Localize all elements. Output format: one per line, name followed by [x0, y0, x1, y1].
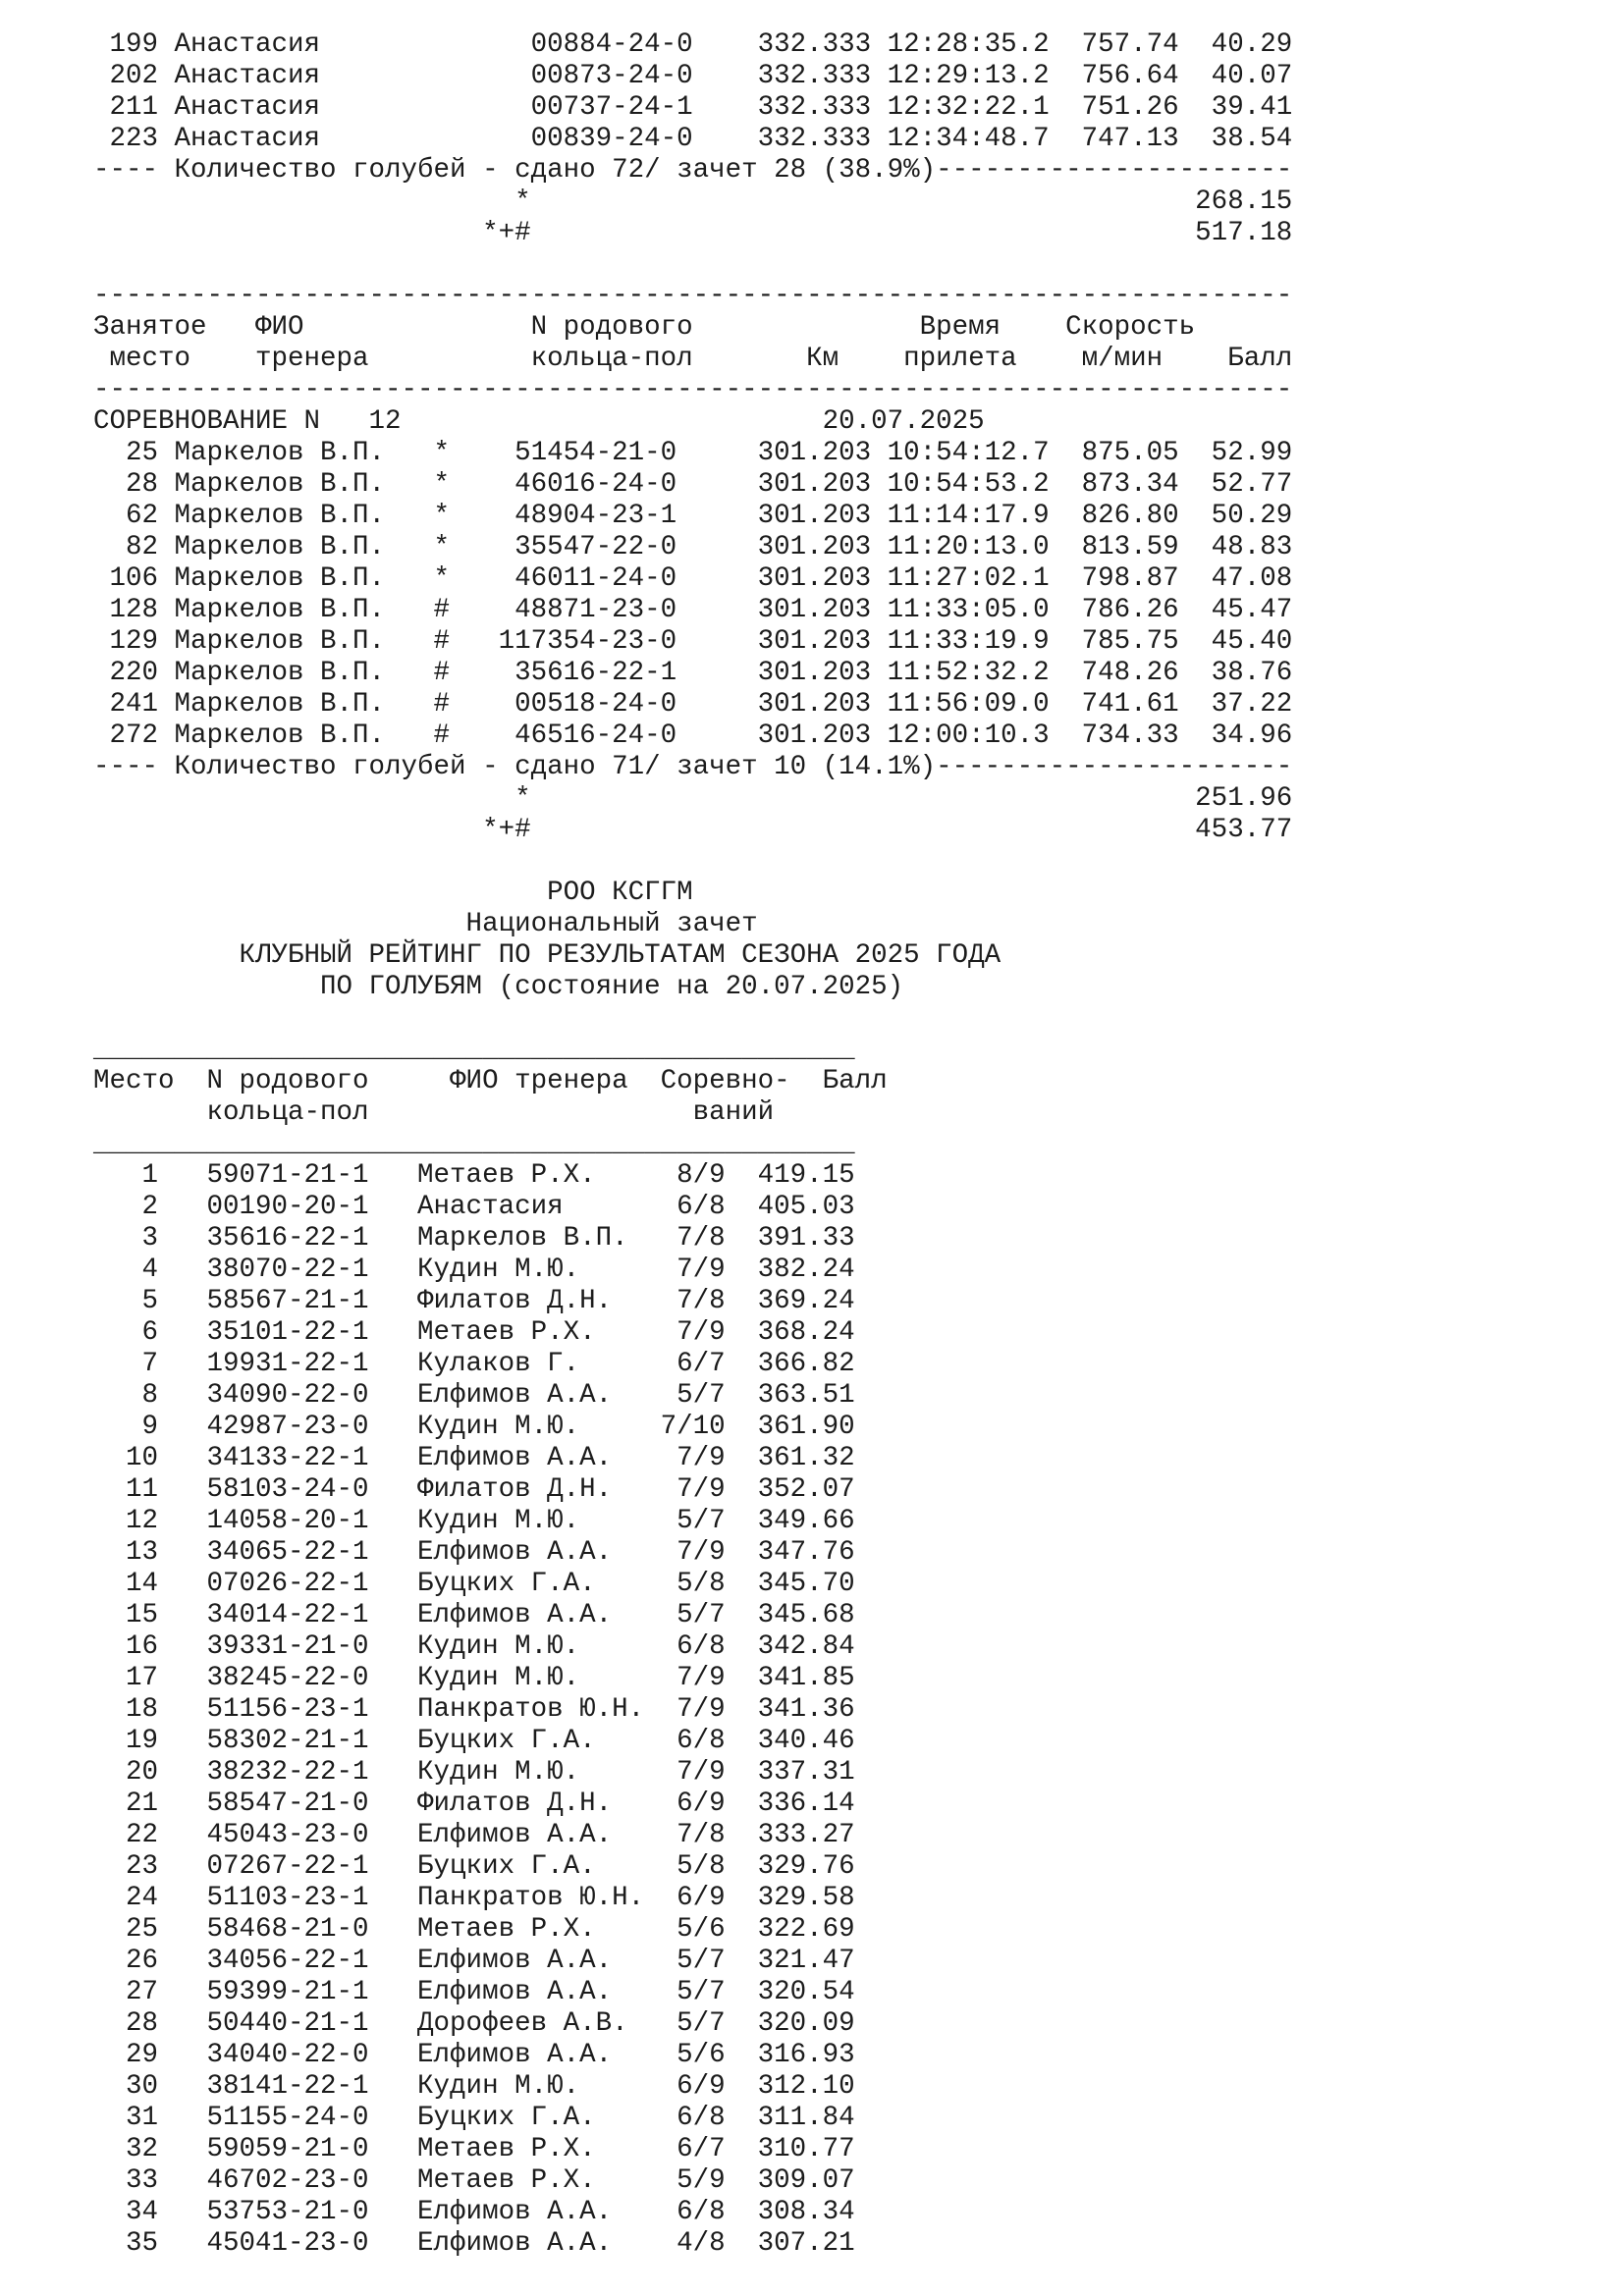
blank-line: [93, 249, 1292, 281]
rating-row: 22 45043-23-0 Елфимов А.А. 7/8 333.27: [93, 1820, 855, 1850]
count-line: ---- Количество голубей - сдано 71/ зачет 10 (14.1%)----------------------: [93, 752, 1293, 782]
result-row: 223 Анастасия 00839-24-0 332.333 12:34:48.7 747.13 38.54: [93, 124, 1293, 154]
result-row: 211 Анастасия 00737-24-1 332.333 12:32:22.1 751.26 39.41: [93, 92, 1293, 123]
result-row: 272 Маркелов В.П. # 46516-24-0 301.203 12:00:10.3 734.33 34.96: [93, 721, 1293, 751]
report-document: [93, 29, 1292, 2260]
rating-row: 18 51156-23-1 Панкратов Ю.Н. 7/9 341.36: [93, 1694, 855, 1725]
rating-row: 20 38232-22-1 Кудин М.Ю. 7/9 337.31: [93, 1757, 855, 1788]
rating-row: 26 34056-22-1 Елфимов А.А. 5/7 321.47: [93, 1946, 855, 1976]
count-line: ---- Количество голубей - сдано 72/ зачет 28 (38.9%)----------------------: [93, 155, 1293, 186]
competition-line: СОРЕВНОВАНИЕ N 12 20.07.2025: [93, 406, 985, 437]
rating-row: 12 14058-20-1 Кудин М.Ю. 5/7 349.66: [93, 1506, 855, 1536]
result-row: 220 Маркелов В.П. # 35616-22-1 301.203 11:52:32.2 748.26 38.76: [93, 658, 1293, 688]
separator: _______________________________________________: [93, 1129, 855, 1159]
table-header-line: Занятое ФИО N родового Время Скорость: [93, 312, 1196, 343]
separator: --------------------------------------------------------------------------: [93, 375, 1293, 405]
blank-line: [93, 1003, 1292, 1035]
title-line: ПО ГОЛУБЯМ (состояние на 20.07.2025): [93, 972, 904, 1002]
rating-row: 28 50440-21-1 Дорофеев А.В. 5/7 320.09: [93, 2008, 855, 2039]
rating-row: 35 45041-23-0 Елфимов А.А. 4/8 307.21: [93, 2228, 855, 2259]
rating-row: 34 53753-21-0 Елфимов А.А. 6/8 308.34: [93, 2197, 855, 2227]
rating-row: 29 34040-22-0 Елфимов А.А. 5/6 316.93: [93, 2040, 855, 2070]
rating-row: 30 38141-22-1 Кудин М.Ю. 6/9 312.10: [93, 2071, 855, 2102]
rating-row: 13 34065-22-1 Елфимов А.А. 7/9 347.76: [93, 1537, 855, 1568]
result-row: 106 Маркелов В.П. * 46011-24-0 301.203 11:27:02.1 798.87 47.08: [93, 563, 1293, 594]
result-row: 25 Маркелов В.П. * 51454-21-0 301.203 10:54:12.7 875.05 52.99: [93, 438, 1293, 468]
rating-row: 4 38070-22-1 Кудин М.Ю. 7/9 382.24: [93, 1255, 855, 1285]
rating-row: 8 34090-22-0 Елфимов А.А. 5/7 363.51: [93, 1380, 855, 1411]
blank-line: [93, 846, 1292, 878]
rating-row: 7 19931-22-1 Кулаков Г. 6/7 366.82: [93, 1349, 855, 1379]
rating-row: 14 07026-22-1 Буцких Г.А. 5/8 345.70: [93, 1569, 855, 1599]
rating-row: 15 34014-22-1 Елфимов А.А. 5/7 345.68: [93, 1600, 855, 1630]
rating-row: 24 51103-23-1 Панкратов Ю.Н. 6/9 329.58: [93, 1883, 855, 1913]
rating-row: 31 51155-24-0 Буцких Г.А. 6/8 311.84: [93, 2103, 855, 2133]
rating-row: 23 07267-22-1 Буцких Г.А. 5/8 329.76: [93, 1851, 855, 1882]
rating-row: 1 59071-21-1 Метаев Р.Х. 8/9 419.15: [93, 1160, 855, 1191]
star-hash-total-line: *+# 517.18: [93, 218, 1293, 248]
rating-row: 19 58302-21-1 Буцких Г.А. 6/8 340.46: [93, 1726, 855, 1756]
result-row: 62 Маркелов В.П. * 48904-23-1 301.203 11:14:17.9 826.80 50.29: [93, 501, 1293, 531]
table-header-line: кольца-пол ваний: [93, 1097, 775, 1128]
star-total-line: * 268.15: [93, 187, 1293, 217]
star-hash-total-line: *+# 453.77: [93, 815, 1293, 845]
result-row: 28 Маркелов В.П. * 46016-24-0 301.203 10:54:53.2 873.34 52.77: [93, 469, 1293, 500]
rating-row: 32 59059-21-0 Метаев Р.Х. 6/7 310.77: [93, 2134, 855, 2164]
result-row: 241 Маркелов В.П. # 00518-24-0 301.203 11:56:09.0 741.61 37.22: [93, 689, 1293, 720]
result-row: 199 Анастасия 00884-24-0 332.333 12:28:35.2 757.74 40.29: [93, 29, 1293, 60]
result-row: 202 Анастасия 00873-24-0 332.333 12:29:13.2 756.64 40.07: [93, 61, 1293, 91]
title-line: КЛУБНЫЙ РЕЙТИНГ ПО РЕЗУЛЬТАТАМ СЕЗОНА 2025 ГОДА: [93, 940, 1001, 971]
rating-row: 27 59399-21-1 Елфимов А.А. 5/7 320.54: [93, 1977, 855, 2007]
rating-row: 16 39331-21-0 Кудин М.Ю. 6/8 342.84: [93, 1631, 855, 1662]
rating-row: 33 46702-23-0 Метаев Р.Х. 5/9 309.07: [93, 2165, 855, 2196]
rating-row: 6 35101-22-1 Метаев Р.Х. 7/9 368.24: [93, 1317, 855, 1348]
table-header-line: место тренера кольца-пол Км прилета м/мин Балл: [93, 344, 1293, 374]
rating-row: 10 34133-22-1 Елфимов А.А. 7/9 361.32: [93, 1443, 855, 1473]
rating-row: 2 00190-20-1 Анастасия 6/8 405.03: [93, 1192, 855, 1222]
star-total-line: * 251.96: [93, 783, 1293, 814]
rating-row: 21 58547-21-0 Филатов Д.Н. 6/9 336.14: [93, 1789, 855, 1819]
result-row: 129 Маркелов В.П. # 117354-23-0 301.203 11:33:19.9 785.75 45.40: [93, 626, 1293, 657]
table-header-line: Место N родового ФИО тренера Соревно- Балл: [93, 1066, 888, 1096]
rating-row: 11 58103-24-0 Филатов Д.Н. 7/9 352.07: [93, 1474, 855, 1505]
separator: --------------------------------------------------------------------------: [93, 281, 1293, 311]
title-line: РОО КСГГМ: [93, 878, 693, 908]
rating-row: 25 58468-21-0 Метаев Р.Х. 5/6 322.69: [93, 1914, 855, 1945]
rating-row: 17 38245-22-0 Кудин М.Ю. 7/9 341.85: [93, 1663, 855, 1693]
result-row: 82 Маркелов В.П. * 35547-22-0 301.203 11:20:13.0 813.59 48.83: [93, 532, 1293, 562]
rating-row: 9 42987-23-0 Кудин М.Ю. 7/10 361.90: [93, 1412, 855, 1442]
rating-row: 5 58567-21-1 Филатов Д.Н. 7/8 369.24: [93, 1286, 855, 1316]
rating-row: 3 35616-22-1 Маркелов В.П. 7/8 391.33: [93, 1223, 855, 1254]
title-line: Национальный зачет: [93, 909, 758, 939]
result-row: 128 Маркелов В.П. # 48871-23-0 301.203 11:33:05.0 786.26 45.47: [93, 595, 1293, 625]
separator: _______________________________________________: [93, 1035, 855, 1065]
